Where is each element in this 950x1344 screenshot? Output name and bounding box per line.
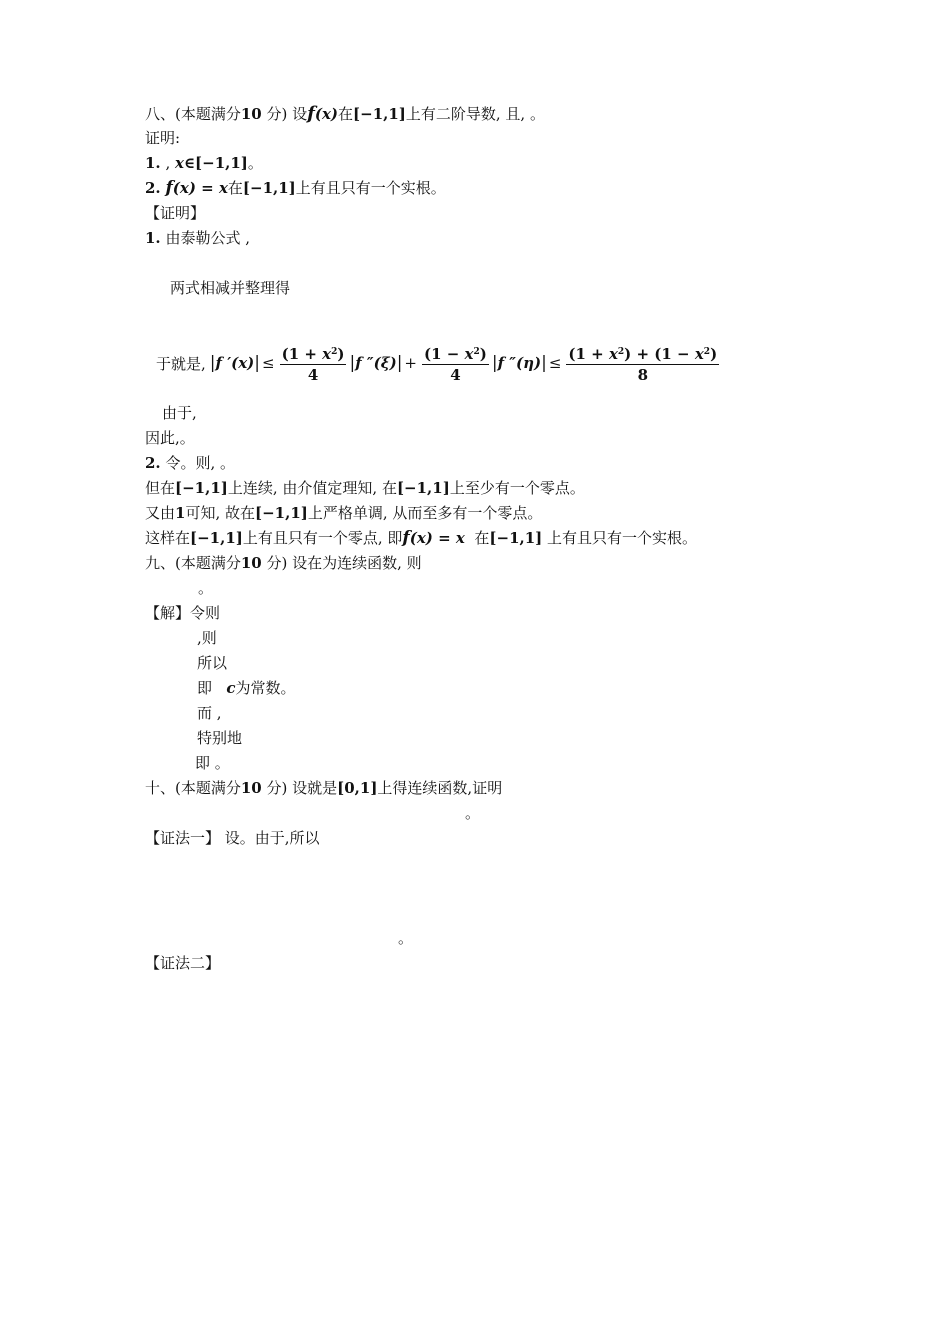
q8-proof-label: 【证明】 [145, 204, 206, 222]
frac3-num-c: ) [710, 344, 718, 363]
abs-bar-right-3: | [541, 353, 547, 373]
q8-item2-interval: [−1,1] [242, 179, 296, 197]
formula-fprime: f ′(x) [215, 354, 255, 372]
formula-plus: + [404, 354, 417, 372]
q8-interval: [−1,1] [353, 105, 406, 123]
q8-item1-in-symbol: ∈ [183, 154, 196, 172]
q9-header-text-a: 九、(本题满分 [145, 554, 241, 572]
q10-header [145, 778, 502, 798]
q9-sol-2: ,则 [197, 629, 217, 647]
q8-header [145, 104, 545, 124]
q10-header-text-a: 十、(本题满分 [145, 779, 241, 797]
q9-sol-4c: c [226, 679, 236, 697]
q8-p2-line3 [145, 528, 697, 548]
fraction-3-denominator: 8 [637, 365, 648, 384]
q10-method1-label: 【证法一】 [145, 829, 221, 847]
formula-leq-1: ≤ [262, 354, 275, 372]
q10-header-text-b: 分) 设就是 [261, 779, 338, 797]
q8-p2-text: 令。则, 。 [160, 454, 235, 472]
inequality-formula [156, 340, 722, 386]
q8-p2-line2-c: 上严格单调, 从而至多有一个零点。 [307, 504, 543, 522]
q8-p2-line1-b: 上连续, 由介值定理知, 在 [227, 479, 397, 497]
q8-p2-line2-b: 可知, 故在 [185, 504, 255, 522]
q8-p2-line3-b: 上有且只有一个零点, 即 [242, 529, 403, 547]
q8-item2-x: x [218, 179, 228, 197]
frac2-num-a: (1 − [424, 344, 465, 363]
q8-p2-line3-interval-1: [−1,1] [190, 529, 243, 547]
q8-item2-equals: = [195, 179, 219, 197]
abs-bar-left-1: | [209, 353, 216, 373]
frac1-num-x: x [322, 344, 332, 363]
q10-method1 [145, 828, 320, 848]
q8-item2-text-b: 在 [227, 179, 243, 197]
q9-dot: 。 [198, 579, 214, 597]
q9-sol-5: 而 , [197, 704, 222, 722]
q8-p2-line3-a: 这样在 [145, 529, 191, 547]
q8-item1-x: x [174, 154, 184, 172]
formula-leq-2: ≤ [548, 354, 562, 372]
q9-header [145, 553, 422, 573]
formula-fpp-xi: f ″(ξ) [355, 354, 397, 372]
q8-p2-line1-a: 但在 [145, 479, 176, 497]
q8-p2-line3-interval-2: [−1,1] [489, 529, 543, 547]
q10-method2-label: 【证法二】 [145, 954, 221, 972]
formula-lead-text: 于就是, [156, 354, 206, 373]
q8-p1-text: 由泰勒公式 , [160, 229, 250, 247]
q9-solution [145, 603, 220, 623]
q8-p2-line1-interval-2: [−1,1] [396, 479, 450, 497]
fraction-3 [566, 343, 719, 384]
q8-item2-x-paren: (x) [172, 179, 196, 197]
q8-p2-line1 [145, 478, 585, 498]
q8-item1-interval: [−1,1] [195, 154, 248, 172]
frac2-num-x: x [464, 344, 474, 363]
q8-p2-line1-c: 上至少有一个零点。 [449, 479, 585, 497]
formula-fpp-eta: f ″(η) [497, 354, 542, 372]
q8-item2-f: f [165, 178, 173, 198]
q10-dot-2: 。 [398, 929, 414, 947]
q9-sol-label: 【解】 [145, 604, 191, 622]
q8-p2-number: 2. [145, 454, 161, 472]
q8-p2-line2-one: 1 [175, 504, 186, 522]
frac3-num-x1: x [608, 344, 618, 363]
q8-proof-step1 [145, 228, 250, 248]
q8-p2-line3-c: 在 [474, 529, 490, 547]
q8-p2-line3-f: f [402, 528, 410, 548]
q9-sol-6: 特别地 [197, 729, 243, 747]
q8-item1-text: , [160, 154, 175, 172]
frac1-num-a: (1 + [281, 344, 323, 363]
q8-item2-text-c: 上有且只有一个实根。 [295, 179, 446, 197]
frac1-num-b: ) [337, 344, 345, 363]
q8-p2-line3-x: x [455, 529, 465, 547]
q10-score: 10 [240, 779, 262, 797]
q9-header-text-b: 分) 设在为连续函数, 则 [261, 554, 422, 572]
q9-sol-4a: 即 [197, 679, 213, 697]
fraction-2-denominator: 4 [450, 365, 461, 384]
q8-item1-number: 1. [145, 154, 161, 172]
frac2-num-sup: 2 [473, 346, 480, 357]
abs-bar-left-3: | [491, 353, 498, 373]
fraction-1-numerator [280, 343, 347, 365]
q8-p1-number: 1. [145, 229, 161, 247]
q10-method1-text: 设。由于,所以 [220, 829, 320, 847]
q8-p2-line3-equals: = [432, 529, 456, 547]
q8-p1-subtract: 两式相减并整理得 [170, 279, 291, 297]
q8-item2 [145, 178, 446, 198]
frac3-num-b: ) + (1 − [624, 344, 695, 363]
frac3-num-sup2: 2 [703, 346, 711, 357]
q8-p1-hence: 因此,。 [145, 429, 195, 447]
q8-p2-line1-interval-1: [−1,1] [175, 479, 228, 497]
q9-sol-3: 所以 [197, 654, 228, 672]
q8-p2-line3-d: 上有且只有一个实根。 [542, 529, 698, 547]
q9-sol-4b: 为常数。 [235, 679, 296, 697]
q10-header-text-c: 上得连续函数,证明 [377, 779, 503, 797]
fraction-2-numerator [422, 343, 489, 365]
q10-dot-1: 。 [465, 804, 481, 822]
q9-sol-7: 即 。 [195, 754, 230, 772]
q8-p2-line2 [145, 503, 542, 523]
fraction-1 [280, 343, 347, 384]
q8-prove-label: 证明: [145, 129, 181, 147]
q8-proof-step2 [145, 453, 235, 473]
q8-p2-line3-x-paren: (x) [409, 529, 433, 547]
q8-p1-due: 由于, [162, 404, 197, 422]
q8-f-symbol: f [307, 103, 315, 124]
q9-score: 10 [240, 554, 262, 572]
q8-p2-line2-a: 又由 [145, 504, 176, 522]
q8-header-text-a: 八、(本题满分 [145, 105, 241, 123]
q9-sol-4 [197, 678, 295, 698]
frac3-num-sup1: 2 [617, 346, 625, 357]
frac1-num-sup: 2 [331, 346, 338, 357]
q9-sol-1: 令则 [190, 604, 221, 622]
q8-header-text-d: 上有二阶导数, 且, 。 [405, 105, 545, 123]
fraction-2 [422, 343, 489, 384]
q8-header-text-c: 在 [338, 105, 354, 123]
q8-header-text-b: 分) 设 [261, 105, 308, 123]
frac2-num-b: ) [479, 344, 487, 363]
q8-item1-period: 。 [247, 154, 263, 172]
q8-item2-number: 2. [145, 179, 161, 197]
frac3-num-a: (1 + [568, 344, 609, 363]
fraction-3-numerator [566, 343, 719, 365]
fraction-1-denominator: 4 [307, 365, 319, 384]
q8-x-paren: (x) [314, 105, 339, 123]
q10-interval: [0,1] [337, 779, 378, 797]
q8-score: 10 [240, 105, 262, 123]
frac3-num-x2: x [694, 344, 704, 363]
q8-p2-line2-interval: [−1,1] [255, 504, 308, 522]
abs-bar-right-2: | [396, 353, 403, 373]
abs-bar-right-1: | [254, 353, 261, 373]
abs-bar-left-2: | [349, 353, 356, 373]
q8-item1 [145, 153, 263, 173]
